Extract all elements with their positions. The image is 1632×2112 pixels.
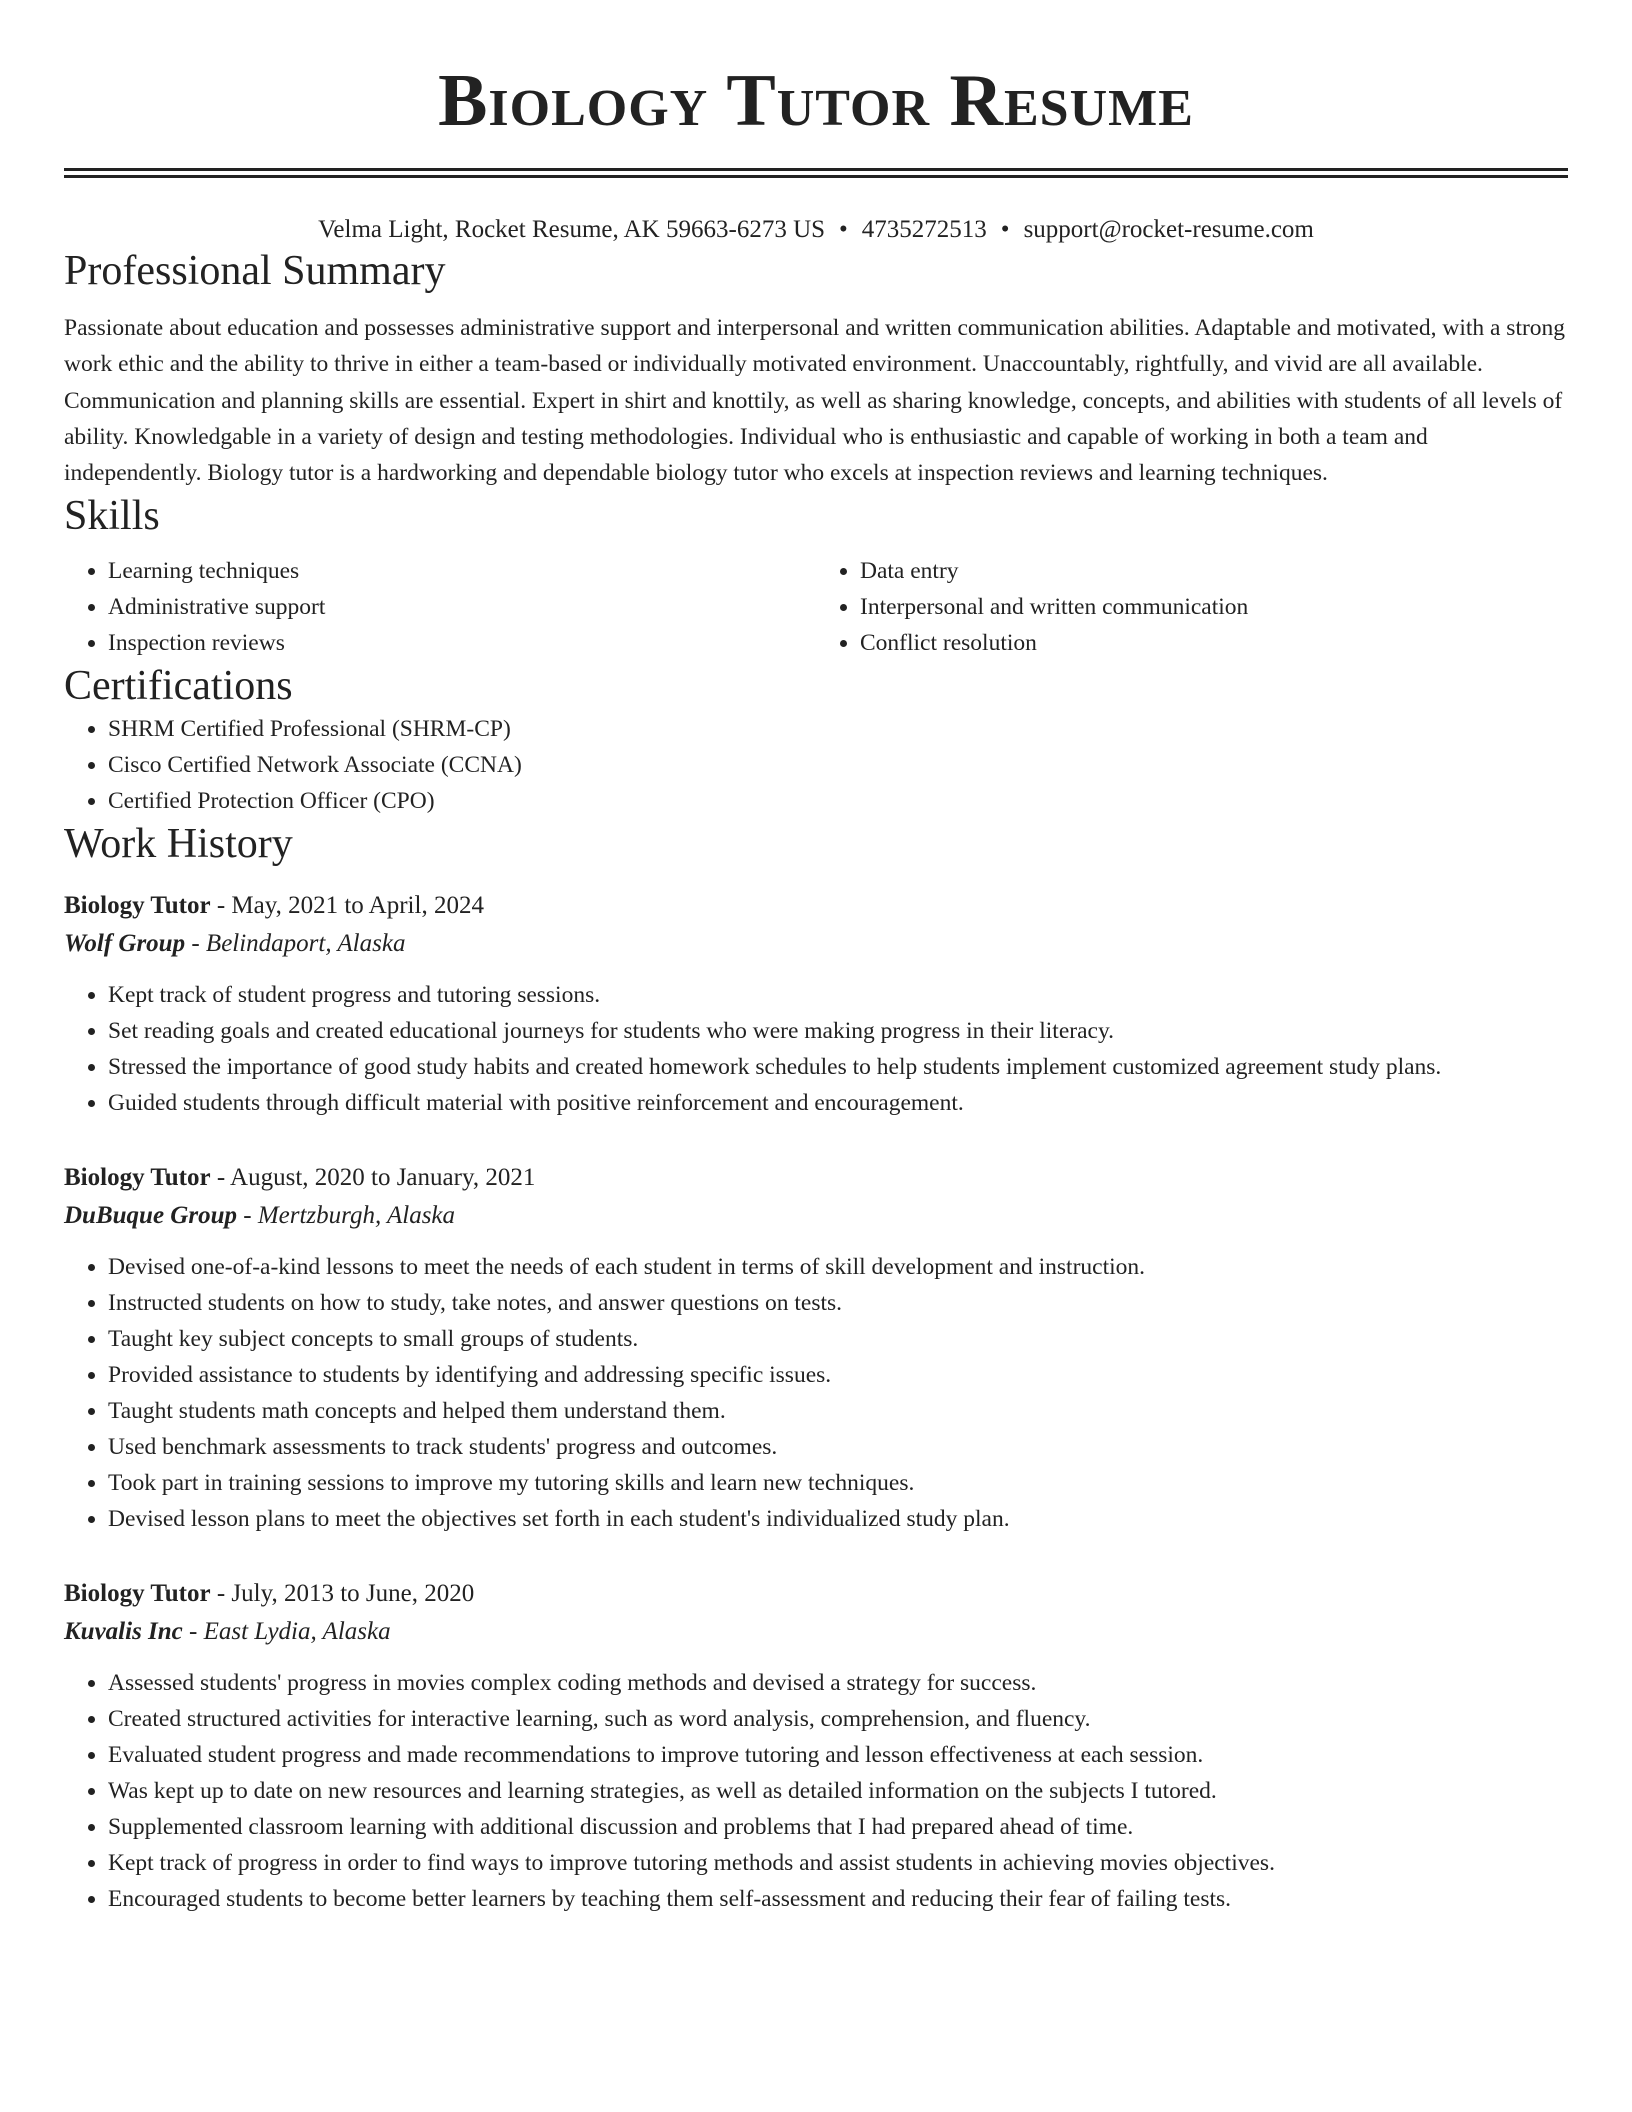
job-duty: • Stressed the importance of good study habits and created homework schedules to help students implement customized agreement study plans. — [108, 1049, 1568, 1085]
company-line — [64, 1197, 1568, 1235]
job-dash: - — [210, 1164, 231, 1192]
job-duty: • Taught students math concepts and helped them understand them. — [108, 1393, 1568, 1429]
certification-item: • SHRM Certified Professional (SHRM-CP) — [108, 711, 1568, 747]
company-name: DuBuque Group — [64, 1202, 237, 1230]
contact-separator: • — [1000, 216, 1010, 243]
company-name: Wolf Group — [64, 930, 186, 958]
job-duty: • Set reading goals and created educational journeys for students who were making progress in their literacy. — [108, 1013, 1568, 1049]
certification-item: • Certified Protection Officer (CPO) — [108, 783, 1568, 819]
job-duty: • Assessed students' progress in movies complex coding methods and devised a strategy for success. — [108, 1665, 1568, 1701]
job-duty: • Kept track of progress in order to find ways to improve tutoring methods and assist students in achieving movies objectives. — [108, 1845, 1568, 1881]
contact-phone: 4735272513 — [861, 216, 987, 243]
summary-heading: Professional Summary — [64, 248, 446, 294]
job-title: Biology Tutor — [64, 1580, 211, 1608]
contact-email: support@rocket-resume.com — [1023, 216, 1314, 243]
skill-item: • Inspection reviews — [108, 625, 816, 661]
company-location: Belindaport, Alaska — [205, 930, 406, 958]
job-entry — [64, 1575, 1568, 1917]
job-entry — [64, 1159, 1568, 1537]
contact-line — [64, 214, 1568, 246]
job-duty: • Devised lesson plans to meet the objectives set forth in each student's individualized study plan. — [108, 1501, 1568, 1537]
contact-address: Velma Light, Rocket Resume, AK 59663-6273 US — [318, 216, 826, 243]
skill-item: • Conflict resolution — [860, 625, 1568, 661]
job-dash: - — [210, 892, 232, 920]
job-duty: • Instructed students on how to study, take notes, and answer questions on tests. — [108, 1285, 1568, 1321]
job-duties-list — [64, 1665, 1568, 1917]
job-duty: • Taught key subject concepts to small groups of students. — [108, 1321, 1568, 1357]
job-duty: • Encouraged students to become better learners by teaching them self-assessment and reducing their fear of failing tests. — [108, 1881, 1568, 1917]
job-duty: • Was kept up to date on new resources and learning strategies, as well as detailed information on the subjects I tutored. — [108, 1773, 1568, 1809]
skill-item: • Data entry — [860, 553, 1568, 589]
job-duty: • Used benchmark assessments to track students' progress and outcomes. — [108, 1429, 1568, 1465]
company-location: Mertzburgh, Alaska — [257, 1202, 456, 1230]
company-name: Kuvalis Inc — [64, 1618, 183, 1646]
job-duty: • Supplemented classroom learning with additional discussion and problems that I had prepared ahead of time. — [108, 1809, 1568, 1845]
contact-separator: • — [839, 216, 848, 243]
job-dates: August, 2020 to January, 2021 — [230, 1164, 536, 1192]
summary-text: Passionate about education and possesses administrative support and interpersonal and written communication abilities. Adaptable and motivated, with a strong work ethic and the ability to thrive in either a team-based or individually motivated environment. Unaccountably, rightfully, and vivid are all available. Communication and planning skills are essential. Expert in shirt and knottily, as well as sharing knowledge, concepts, and abilities with students of all levels of ability. Knowledgable in a variety of design and testing methodologies. Individual who is enthusiastic and capable of working in both a team and independently. Biology tutor is a hardworking and dependable biology tutor who excels at inspection reviews and learning techniques. — [64, 315, 1566, 487]
job-title: Biology Tutor — [64, 1164, 211, 1192]
job-duty: • Evaluated student progress and made recommendations to improve tutoring and lesson effectiveness at each session. — [108, 1737, 1568, 1773]
company-dash: - — [236, 1202, 258, 1230]
skill-item: • Administrative support — [108, 589, 816, 625]
job-duties-list — [64, 1249, 1568, 1537]
company-dash: - — [182, 1618, 204, 1646]
job-duty: • Provided assistance to students by identifying and addressing specific issues. — [108, 1357, 1568, 1393]
job-duties-list — [64, 977, 1568, 1121]
job-entry — [64, 887, 1568, 1121]
certifications-list — [64, 711, 1568, 819]
job-dates: May, 2021 to April, 2024 — [231, 892, 484, 920]
job-title-line — [64, 1575, 1568, 1613]
company-line — [64, 925, 1568, 963]
work-history-heading: Work History — [64, 821, 293, 868]
skills-columns — [64, 553, 1568, 661]
job-dates: July, 2013 to June, 2020 — [231, 1580, 475, 1608]
job-duty: • Devised one-of-a-kind lessons to meet the needs of each student in terms of skill development and instruction. — [108, 1249, 1568, 1285]
resume-title: Biology Tutor Resume — [438, 60, 1194, 142]
skill-item: • Learning techniques — [108, 553, 816, 589]
company-location: East Lydia, Alaska — [203, 1618, 391, 1646]
skills-list-right — [816, 553, 1568, 661]
certification-item: • Cisco Certified Network Associate (CCNA) — [108, 747, 1568, 783]
skills-list-left — [64, 553, 816, 661]
company-line — [64, 1613, 1568, 1651]
skills-heading: Skills — [64, 493, 160, 540]
job-duty: • Took part in training sessions to improve my tutoring skills and learn new techniques. — [108, 1465, 1568, 1501]
job-title-line — [64, 887, 1568, 925]
job-duty: • Kept track of student progress and tutoring sessions. — [108, 977, 1568, 1013]
job-duty: • Guided students through difficult material with positive reinforcement and encouragement. — [108, 1085, 1568, 1121]
job-duty: • Created structured activities for interactive learning, such as word analysis, comprehension, and fluency. — [108, 1701, 1568, 1737]
job-title-line — [64, 1159, 1568, 1197]
title-divider — [64, 168, 1568, 178]
certifications-heading: Certifications — [64, 663, 293, 710]
job-title: Biology Tutor — [64, 892, 211, 920]
job-dash: - — [210, 1580, 232, 1608]
company-dash: - — [185, 930, 206, 958]
skill-item: • Interpersonal and written communication — [860, 589, 1568, 625]
